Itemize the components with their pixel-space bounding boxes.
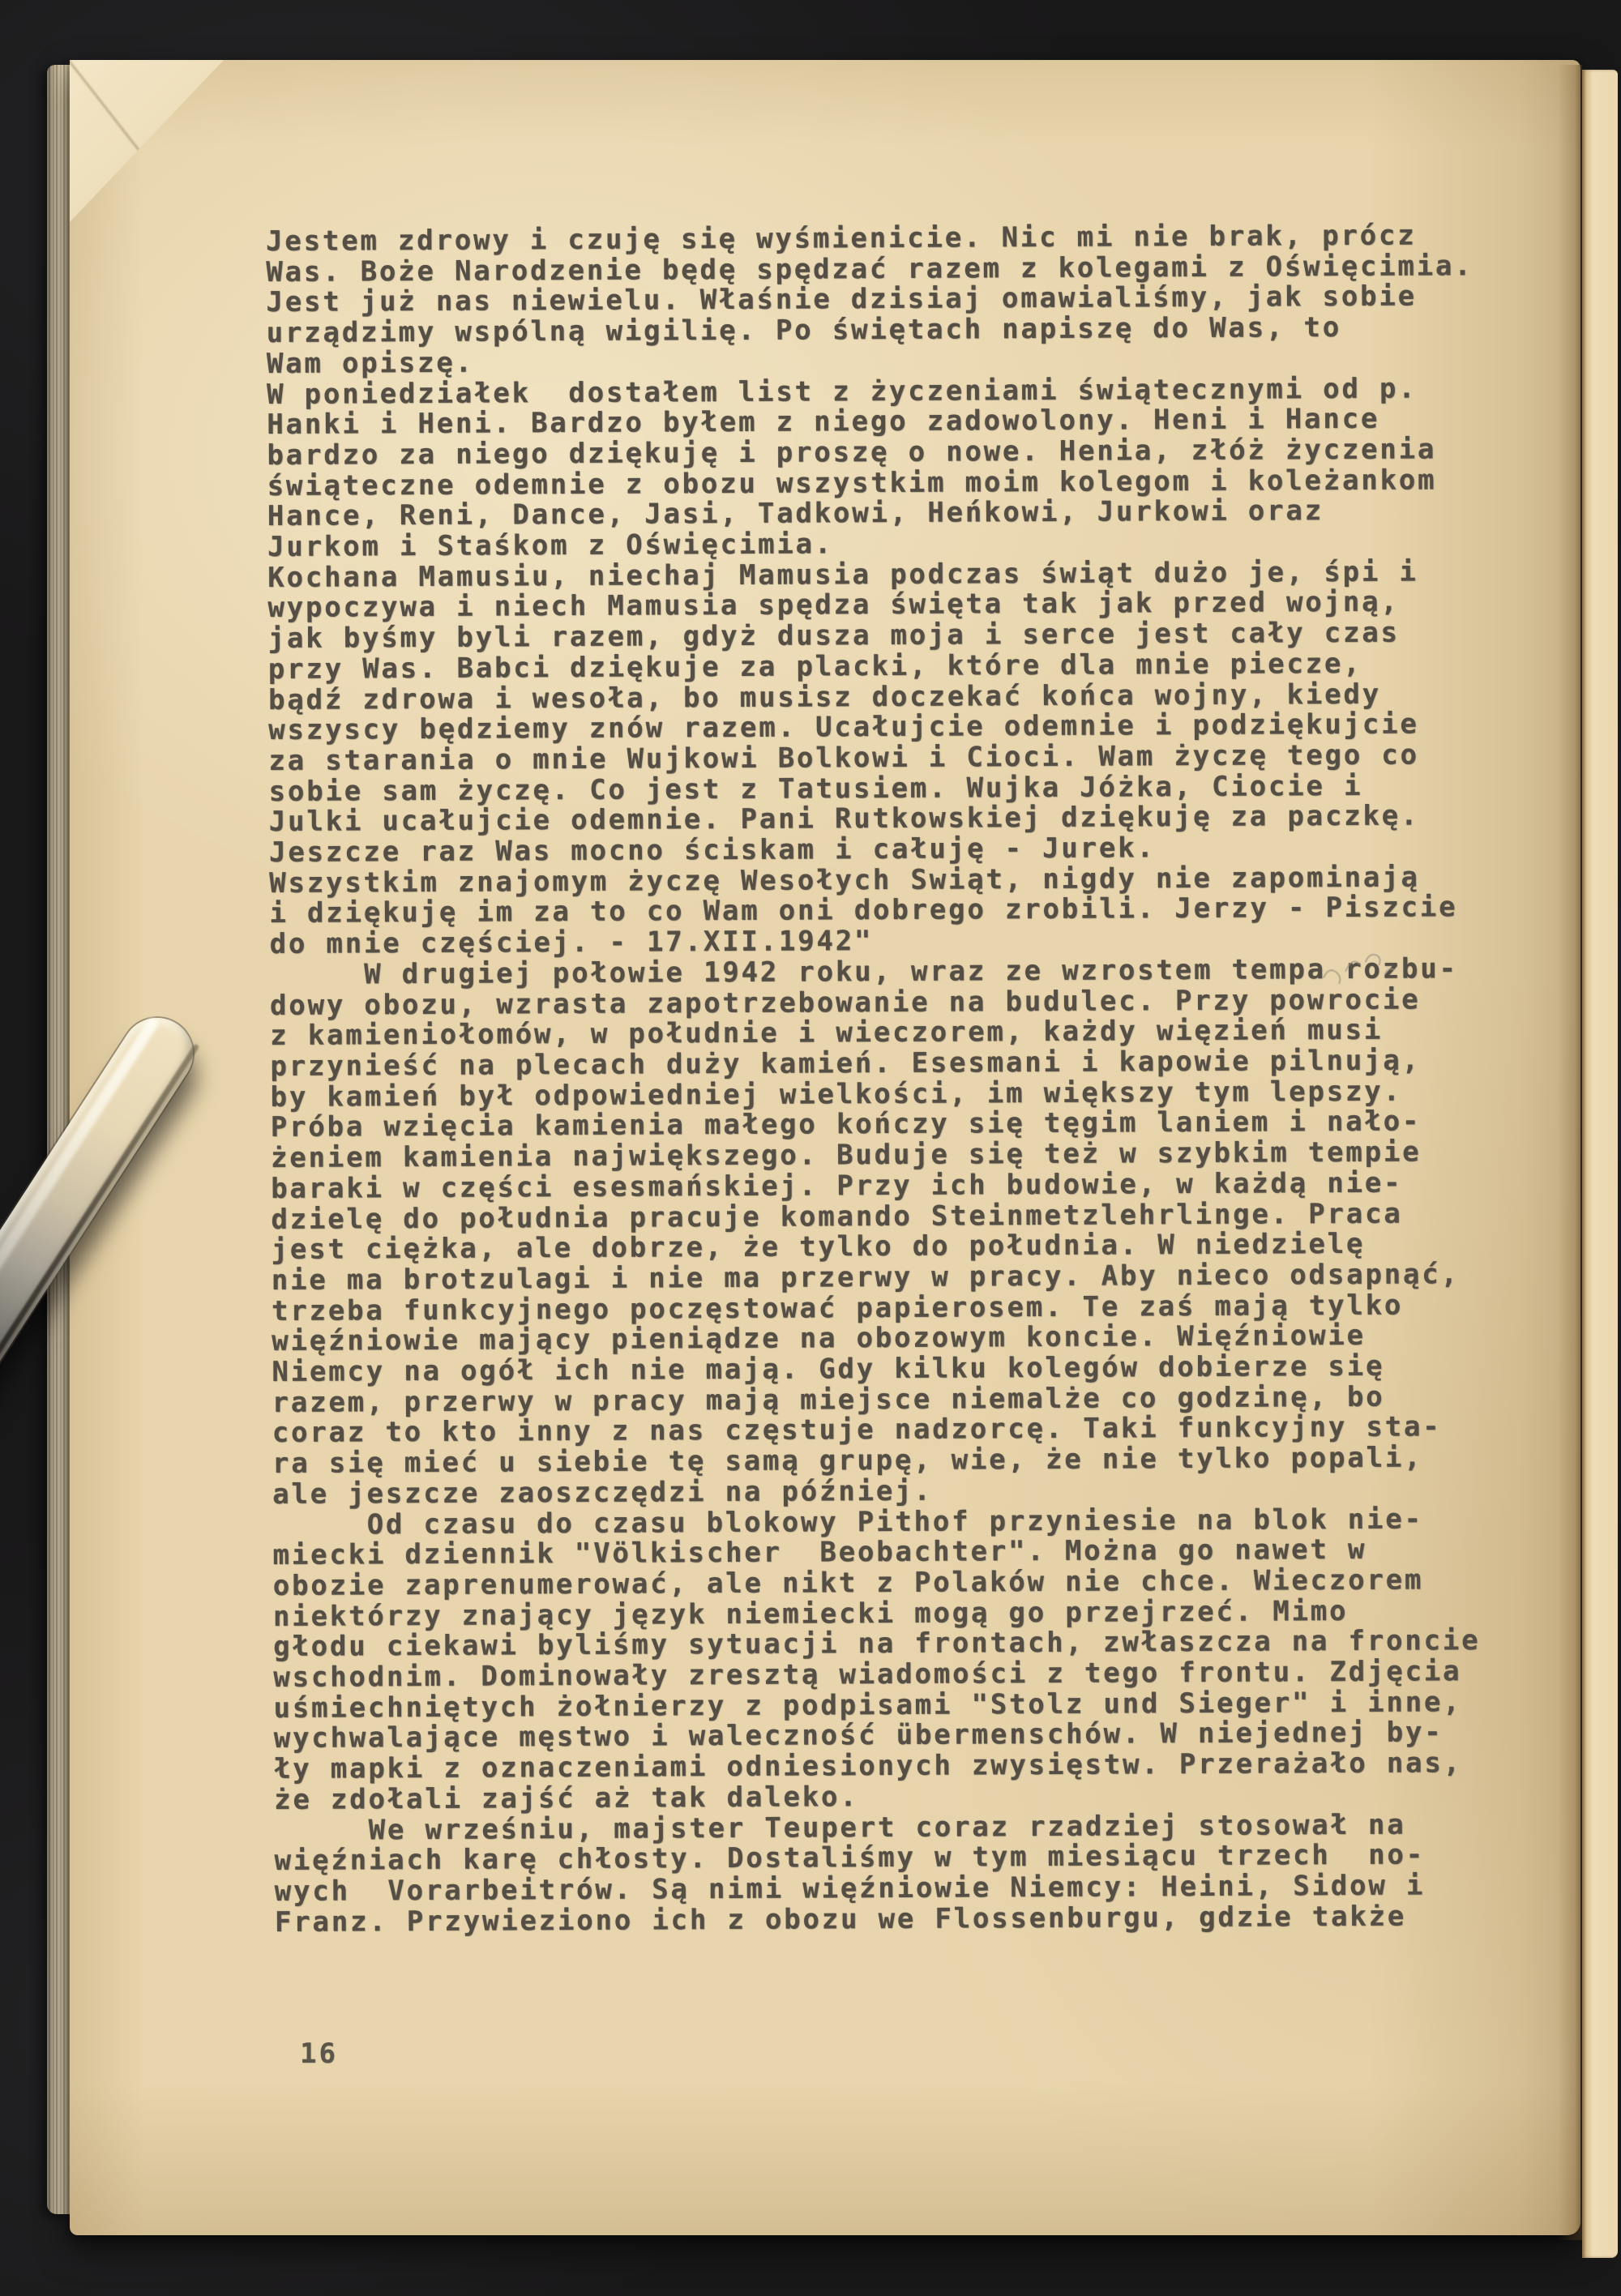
text-line: Wszystkim znajomym życzę Wesołych Swiąt, nigdy nie zapominają: [269, 861, 1420, 900]
text-line: coraz to kto inny z nas częstuje nadzorcę. Taki funkcyjny sta-: [272, 1410, 1442, 1450]
text-line: Franz. Przywieziono ich z obozu we Flossenburgu, gdzie także: [274, 1900, 1407, 1939]
text-line: dowy obozu, wzrasta zapotrzebowanie na budulec. Przy powrocie: [269, 983, 1421, 1022]
text-line: Jeszcze raz Was mocno ściskam i całuję - Jurek.: [268, 832, 1156, 870]
adjacent-page-edge: [1582, 70, 1618, 2258]
text-line: przynieść na plecach duży kamień. Esesmani i kapowie pilnują,: [270, 1044, 1421, 1083]
text-line: jest ciężka, ale dobrze, że tylko do południa. W niedzielę: [271, 1228, 1366, 1267]
text-line: baraki w części esesmańskiej. Przy ich budowie, w każdą nie-: [271, 1166, 1403, 1205]
text-line: wych Vorarbeitrów. Są nimi więźniowie Niemcy: Heini, Sidow i: [274, 1869, 1426, 1908]
text-line: We wrześniu, majster Teupert coraz rzadziej stosował na: [274, 1808, 1406, 1847]
text-line: W drugiej połowie 1942 roku, wraz ze wzrostem tempa rozbu-: [269, 952, 1458, 991]
text-line: i dziękuję im za to co Wam oni dobrego zrobili. Jerzy - Piszcie: [269, 891, 1458, 930]
text-line: Od czasu do czasu blokowy Pithof przyniesie na blok nie-: [272, 1503, 1423, 1541]
text-line: obozie zaprenumerować, ale nikt z Polaków nie chce. Wieczorem: [272, 1563, 1424, 1602]
page-corner-fold: [70, 60, 224, 222]
text-line: bardzo za niego dziękuję i proszę o nowe. Henia, złóż życzenia: [267, 433, 1437, 472]
text-line: dzielę do południa pracuje komando Steinmetzlehrlinge. Praca: [271, 1197, 1403, 1236]
fold-crease-line: [63, 53, 190, 215]
text-line: Jestem zdrowy i czuję się wyśmienicie. Nic mi nie brak, prócz: [265, 219, 1417, 258]
text-line: wszyscy będziemy znów razem. Ucałujcie odemnie i podziękujcie: [268, 708, 1419, 747]
text-line: że zdołali zajść aż tak daleko.: [274, 1781, 859, 1816]
text-line: niektórzy znający język niemiecki mogą go przejrzeć. Mimo: [272, 1594, 1349, 1633]
text-line: Jurkom i Staśkom z Oświęcimia.: [267, 528, 834, 564]
text-line: urządzimy wspólną wigilię. Po świętach napiszę do Was, to: [266, 311, 1342, 350]
text-line: Jest już nas niewielu. Właśnie dzisiaj omawialiśmy, jak sobie: [266, 280, 1418, 319]
text-line: wypoczywa i niech Mamusia spędza święta tak jak przed wojną,: [267, 586, 1400, 625]
text-line: ra się mieć u siebie tę samą grupę, wie, że nie tylko popali,: [272, 1441, 1423, 1481]
book-page: [70, 60, 1580, 2235]
gutter-crease: [1558, 65, 1582, 2240]
typewritten-text: [266, 220, 1523, 1938]
text-line: jak byśmy byli razem, gdyż dusza moja i serce jest cały czas: [267, 616, 1400, 656]
text-line: uśmiechniętych żołnierzy z podpisami "Stolz und Sieger" i inne,: [273, 1686, 1462, 1725]
text-line: W poniedziałek dostałem list z życzeniami świątecznymi od p.: [266, 372, 1418, 411]
text-line: żeniem kamienia największego. Buduje się też w szybkim tempie: [270, 1135, 1422, 1175]
text-line: przy Was. Babci dziękuje za placki, które dla mnie piecze,: [267, 647, 1362, 686]
text-line: Hance, Reni, Dance, Jasi, Tadkowi, Heńkowi, Jurkowi oraz: [267, 494, 1324, 533]
text-line: ły mapki z oznaczeniami odniesionych zwysięstw. Przerażało nas,: [273, 1747, 1463, 1786]
text-line: nie ma brotzulagi i nie ma przerwy w pracy. Aby nieco odsapnąć,: [271, 1258, 1460, 1297]
text-line: z kamieniołomów, w południe i wieczorem, każdy więzień musi: [270, 1014, 1384, 1053]
text-line: wychwalające męstwo i waleczność übermenschów. W niejednej by-: [273, 1716, 1444, 1755]
text-line: Wam opiszę.: [266, 346, 474, 380]
text-line: razem, przerwy w pracy mają miejsce niemalże co godzinę, bo: [272, 1380, 1385, 1419]
text-line: Próba wzięcia kamienia małego kończy się tęgim laniem i nało-: [270, 1105, 1422, 1144]
page-number: 16: [300, 2037, 338, 2070]
text-line: miecki dziennik "Völkischer Beobachter". Można go nawet w: [272, 1533, 1367, 1572]
text-line: więźniowie mający pieniądze na obozowym koncie. Więźniowie: [272, 1319, 1366, 1358]
text-line: ale jeszcze zaoszczędzi na później.: [272, 1474, 933, 1511]
text-line: więźniach karę chłosty. Dostaliśmy w tym miesiącu trzech no-: [274, 1838, 1426, 1878]
text-line: wschodnim. Dominowały zresztą wiadomości z tego frontu. Zdjęcia: [273, 1655, 1462, 1695]
text-line: Hanki i Heni. Bardzo byłem z niego zadowolony. Heni i Hance: [267, 403, 1380, 442]
text-line: do mnie częściej. - 17.XII.1942": [269, 925, 874, 961]
text-line: głodu ciekawi byliśmy sytuacji na frontach, zwłaszcza na froncie: [273, 1624, 1481, 1664]
text-line: Niemcy na ogół ich nie mają. Gdy kilku kolegów dobierze się: [272, 1349, 1385, 1388]
text-line: by kamień był odpowiedniej wielkości, im większy tym lepszy.: [270, 1075, 1402, 1114]
text-line: Julki ucałujcie odemnie. Pani Rutkowskiej dziękuję za paczkę.: [268, 799, 1420, 839]
text-line: świąteczne odemnie z obozu wszystkim moim kolegom i koleżankom: [267, 464, 1437, 502]
text-line: Was. Boże Narodzenie będę spędzać razem z kolegami z Oświęcimia.: [266, 249, 1473, 289]
text-line: trzeba funkcyjnego poczęstować papierosem. Te zaś mają tylko: [271, 1289, 1404, 1328]
text-line: za starania o mnie Wujkowi Bolkowi i Cioci. Wam życzę tego co: [268, 738, 1419, 777]
text-line: bądź zdrowa i wesoła, bo musisz doczekać końca wojny, kiedy: [267, 678, 1382, 716]
text-line: sobie sam życzę. Co jest z Tatusiem. Wujka Jóżka, Ciocie i: [268, 769, 1363, 808]
text-line: Kochana Mamusiu, niechaj Mamusia podczas świąt dużo je, śpi i: [267, 555, 1418, 594]
